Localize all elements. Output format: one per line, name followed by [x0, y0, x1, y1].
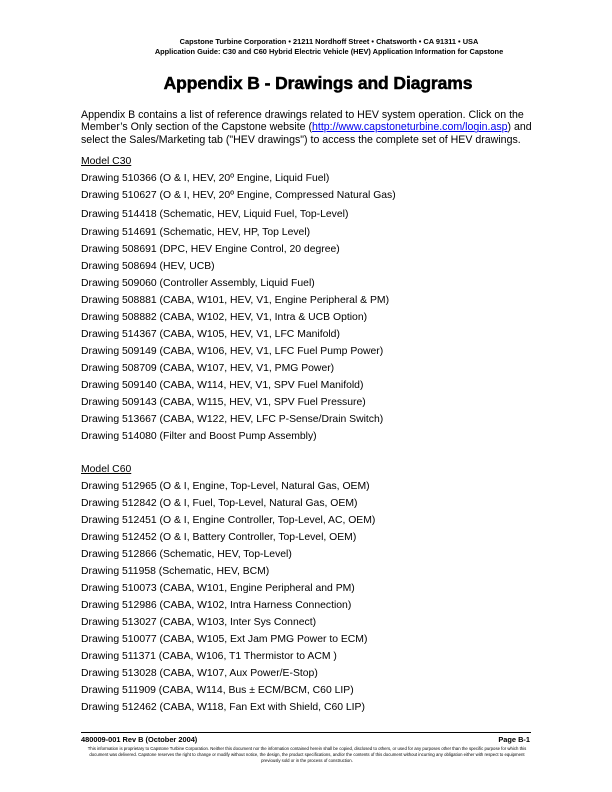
intro-paragraph — [81, 109, 551, 146]
footer-disclaimer: This information is proprietary to Capstone Turbine Corporation. Neither this document nor the information contained herein shall be copied, disclosed to others, or used for any purposes other than the specific purpose for which this document was delivered. Capstone reserves the right to change or modify without notice, the design, the product specifications, and/or the contents of this document without incurring any obligation either with respect to equipment previously sold or in the process of construction. — [87, 746, 527, 764]
section-heading: Model C60 — [81, 464, 132, 475]
drawing-item: Drawing 512842 (O & I, Fuel, Top-Level, Natural Gas, OEM) — [81, 498, 358, 509]
page-title: Appendix B - Drawings and Diagrams — [163, 73, 473, 93]
drawing-item: Drawing 513028 (CABA, W107, Aux Power/E-Stop) — [81, 668, 318, 679]
section-model-c30 — [81, 155, 396, 447]
drawing-item: Drawing 509060 (Controller Assembly, Liquid Fuel) — [81, 278, 315, 289]
capstone-login-link[interactable]: http://www.capstoneturbine.com/login.asp — [312, 121, 508, 134]
drawing-item: Drawing 512451 (O & I, Engine Controller, Top-Level, AC, OEM) — [81, 515, 376, 526]
drawing-item: Drawing 512452 (O & I, Battery Controller, Top-Level, OEM) — [81, 532, 357, 543]
drawing-item: Drawing 508691 (DPC, HEV Engine Control, 20 degree) — [81, 244, 340, 255]
section-heading: Model C30 — [81, 156, 132, 167]
intro-text-before: Appendix B contains a list of reference drawings related to HEV system operation. Click on the Member’s Only section of the Capstone website ( — [81, 109, 524, 134]
drawing-item: Drawing 511909 (CABA, W114, Bus ± ECM/BCM, C60 LIP) — [81, 685, 354, 696]
drawing-item: Drawing 510627 (O & I, HEV, 20º Engine, Compressed Natural Gas) — [81, 190, 396, 201]
drawing-item: Drawing 512965 (O & I, Engine, Top-Level, Natural Gas, OEM) — [81, 481, 370, 492]
drawing-item: Drawing 509149 (CABA, W106, HEV, V1, LFC Fuel Pump Power) — [81, 346, 384, 357]
drawing-item: Drawing 508709 (CABA, W107, HEV, V1, PMG Power) — [81, 363, 335, 374]
drawing-item: Drawing 514691 (Schematic, HEV, HP, Top Level) — [81, 227, 311, 238]
drawing-item: Drawing 508881 (CABA, W101, HEV, V1, Engine Peripheral & PM) — [81, 295, 390, 306]
drawing-item: Drawing 513667 (CABA, W122, HEV, LFC P-Sense/Drain Switch) — [81, 414, 384, 425]
intro-text-after: ) and select the Sales/Marketing tab ("HEV drawings") to access the complete set of HEV drawings. — [81, 121, 532, 146]
drawing-item: Drawing 512986 (CABA, W102, Intra Harness Connection) — [81, 600, 352, 611]
drawing-item: Drawing 511958 (Schematic, HEV, BCM) — [81, 566, 270, 577]
drawing-item: Drawing 509140 (CABA, W114, HEV, V1, SPV Fuel Manifold) — [81, 380, 364, 391]
footer-rule — [81, 732, 531, 733]
drawing-item: Drawing 510366 (O & I, HEV, 20º Engine, Liquid Fuel) — [81, 173, 330, 184]
drawing-item: Drawing 512866 (Schematic, HEV, Top-Level) — [81, 549, 292, 560]
drawing-item: Drawing 514080 (Filter and Boost Pump Assembly) — [81, 431, 317, 442]
drawing-item: Drawing 514418 (Schematic, HEV, Liquid Fuel, Top-Level) — [81, 209, 349, 220]
footer-page-number: Page B-1 — [498, 735, 530, 744]
drawing-item: Drawing 511371 (CABA, W106, T1 Thermistor to ACM ) — [81, 651, 337, 662]
drawing-item: Drawing 508882 (CABA, W102, HEV, V1, Intra & UCB Option) — [81, 312, 368, 323]
footer-doc-id: 480009-001 Rev B (October 2004) — [81, 735, 198, 744]
drawing-item: Drawing 508694 (HEV, UCB) — [81, 261, 215, 272]
drawing-item: Drawing 509143 (CABA, W115, HEV, V1, SPV Fuel Pressure) — [81, 397, 366, 408]
section-model-c60 — [81, 463, 375, 718]
header-address: Capstone Turbine Corporation • 21211 Nordhoff Street • Chatsworth • CA 91311 • USA — [179, 37, 479, 46]
drawing-item: Drawing 510073 (CABA, W101, Engine Peripheral and PM) — [81, 583, 355, 594]
drawing-item: Drawing 513027 (CABA, W103, Inter Sys Connect) — [81, 617, 317, 628]
drawing-item: Drawing 512462 (CABA, W118, Fan Ext with Shield, C60 LIP) — [81, 702, 365, 713]
drawing-item: Drawing 514367 (CABA, W105, HEV, V1, LFC Manifold) — [81, 329, 340, 340]
header-guide-title: Application Guide: C30 and C60 Hybrid Electric Vehicle (HEV) Application Information for Capstone — [154, 47, 504, 56]
drawing-item: Drawing 510077 (CABA, W105, Ext Jam PMG Power to ECM) — [81, 634, 368, 645]
